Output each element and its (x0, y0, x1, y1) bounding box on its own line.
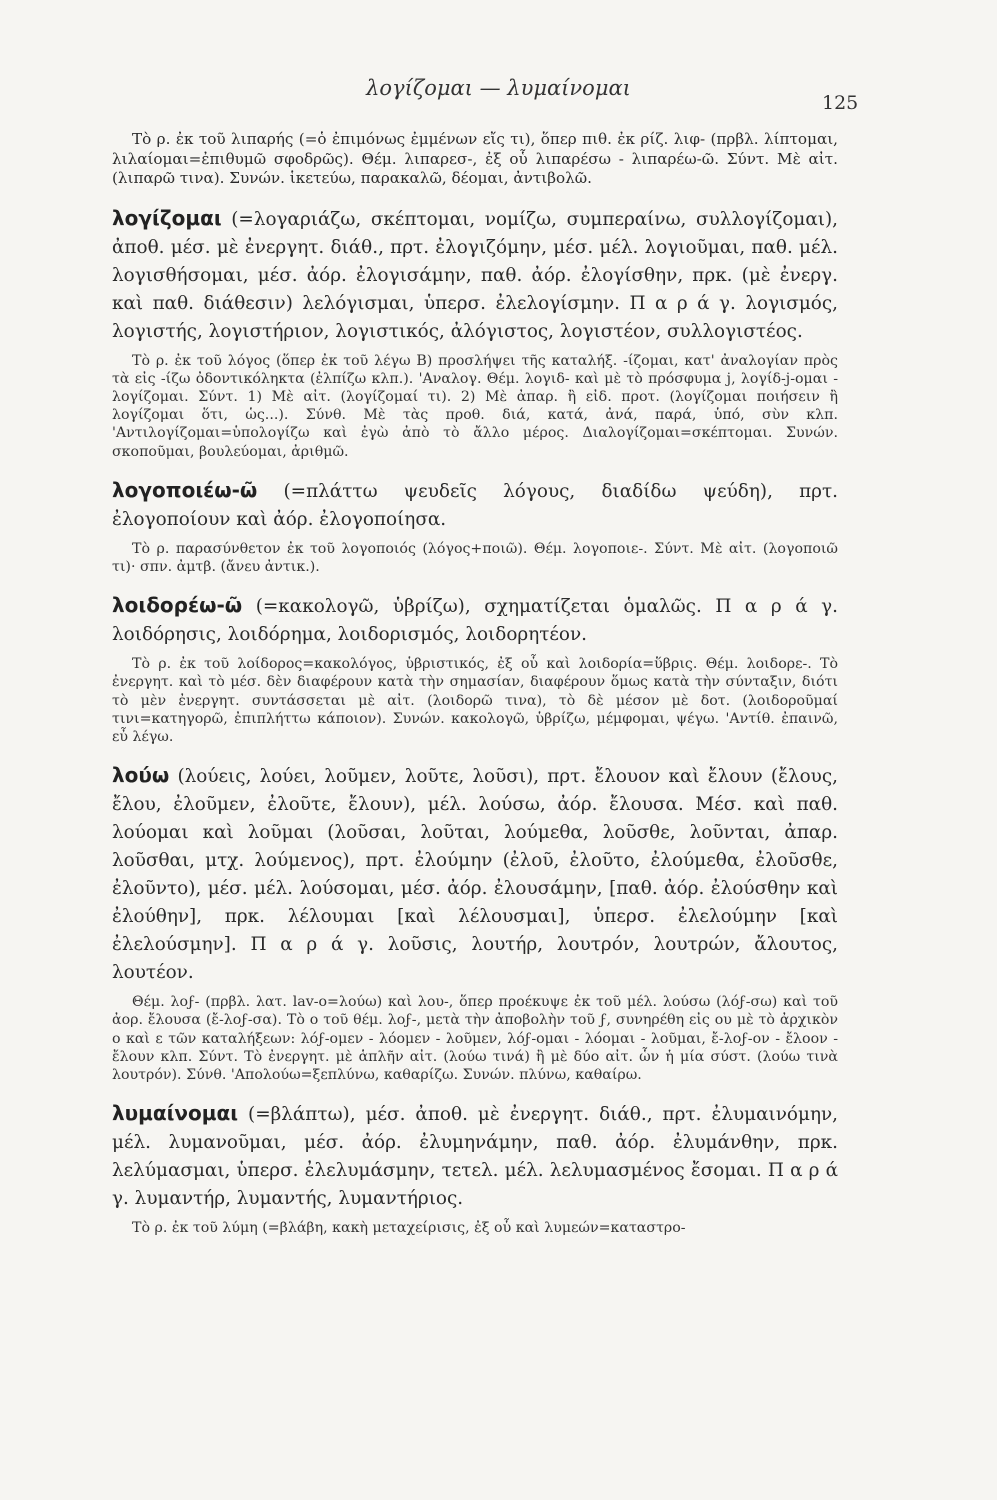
entry-headword: λογίζομαι (112, 205, 222, 230)
entry-note: Τὸ ρ. παρασύνθετον ἐκ τοῦ λογοποιός (λόγος+ποιῶ). Θέμ. λογοποιε-. Σύντ. Μὲ αἰτ. (λογοποιῶ τι)· σπν. ἀμτβ. (ἄνευ ἀντικ.). (112, 540, 838, 575)
entry-headword: λογοποιέω-ῶ (112, 477, 258, 502)
intro-note: Τὸ ρ. ἐκ τοῦ λιπαρής (=ὁ ἐπιμόνως ἐμμένων εἴς τι), ὅπερ πιθ. ἐκ ρίζ. λιφ- (πρβλ. λίπτομαι, λιλαίομαι=ἐπιθυμῶ σφοδρῶς). Θέμ. λιπαρεσ-, ἐξ οὗ λιπαρέσω - λιπαρέω-ῶ. Σύντ. Μὲ αἰτ. (λιπαρῶ τινα). Συνών. ἱκετεύω, παρακαλῶ, δέομαι, ἀντιβολῶ. (112, 130, 838, 187)
entry (112, 1099, 838, 1237)
entry-headword: λοιδορέω-ῶ (112, 593, 243, 618)
dictionary-body (112, 130, 838, 1237)
entry-note: Τὸ ρ. ἐκ τοῦ λόγος (ὅπερ ἐκ τοῦ λέγω Β) προσλήψει τῆς καταλήξ. -ίζομαι, κατ' ἀναλογίαν πρὸς τὰ εἰς -ίζω ὀδοντικόληκτα (ἐλπίζω κλπ.). 'Αναλογ. Θέμ. λογιδ- καὶ μὲ τὸ πρόσφυμα j, λογίδ-j-ομαι - λογίζομαι. Σύντ. 1) Μὲ αἰτ. (λογίζομαί τι). 2) Μὲ ἀπαρ. ἢ εἰδ. προτ. (λογίζομαι ποιήσειν ἢ λογίζομαι ὅτι, ὡς...). Σύνθ. Μὲ τὰς προθ. διά, κατά, ἀνά, παρά, ὑπό, σὺν κλπ. 'Αντιλογίζομαι=ὑπολογίζω καὶ ἐγὼ ἀπὸ τὸ ἄλλο μέρος. Διαλογίζομαι=σκέπτομαι. Συνών. σκοποῦμαι, βουλεύομαι, ἀριθμῶ. (112, 352, 838, 460)
entry (112, 204, 838, 461)
entry-definition (112, 1099, 838, 1213)
entry-headword: λούω (112, 763, 170, 788)
entry-body: (=πλάττω ψευδεῖς λόγους, διαδίδω ψεύδη), πρτ. ἐλογοποίουν καὶ ἀόρ. ἐλογοποίησα. (112, 480, 838, 530)
entry-body: (=βλάπτω), μέσ. ἀποθ. μὲ ἐνεργητ. διάθ., πρτ. ἐλυμαινόμην, μέλ. λυμανοῦμαι, μέσ. ἀόρ. ἐλυμηνάμην, παθ. ἀόρ. ἐλυμάνθην, πρκ. λελύμασμαι, ὑπερσ. ἐλελυμάσμην, τετελ. μέλ. λελυμασμένος ἔσομαι. Π α ρ ά γ. λυμαντήρ, λυμαντής, λυμαντήριος. (112, 1104, 838, 1210)
running-head: λογίζομαι — λυμαίνομαι (366, 76, 631, 100)
entry (112, 476, 838, 576)
entry-note: Θέμ. λοϝ- (πρβλ. λατ. lav-o=λούω) καὶ λου-, ὅπερ προέκυψε ἐκ τοῦ μέλ. λούσω (λόϝ-σω) καὶ τοῦ ἀορ. ἔλουσα (ἔ-λοϝ-σα). Τὸ ο τοῦ θέμ. λοϝ-, μετὰ τὴν ἀποβολὴν τοῦ ϝ, συνηρέθη εἰς ου μὲ τὸ ἀρχικὸν ο καὶ ε τῶν καταλήξεων: λόϝ-ομεν - λόομεν - λοῦμεν, λόϝ-ομαι - λόομαι - λοῦμαι, ἔ-λοϝ-ον - ἔλοον - ἔλουν κλπ. Σύντ. Τὸ ἐνεργητ. μὲ ἁπλῆν αἰτ. (λούω τινά) ἢ μὲ δύο αἰτ. ὧν ἡ μία σύστ. (λούω τινὰ λουτρόν). Σύνθ. 'Απολούω=ξεπλύνω, καθαρίζω. Συνών. πλύνω, καθαίρω. (112, 994, 838, 1083)
entry (112, 761, 838, 1084)
entry-headword: λυμαίνομαι (112, 1101, 239, 1126)
entry-definition (112, 761, 838, 987)
entry-note: Τὸ ρ. ἐκ τοῦ λύμη (=βλάβη, κακὴ μεταχείρισις, ἐξ οὗ καὶ λυμεών=καταστρο- (132, 1220, 686, 1237)
entry-body: (λούεις, λούει, λοῦμεν, λοῦτε, λοῦσι), πρτ. ἔλουον καὶ ἔλουν (ἔλους, ἔλου, ἐλοῦμεν, ἐλοῦτε, ἔλουν), μέλ. λούσω, ἀόρ. ἔλουσα. Μέσ. καὶ παθ. λούομαι καὶ λοῦμαι (λοῦσαι, λοῦται, λούμεθα, λοῦσθε, λοῦνται, ἀπαρ. λοῦσθαι, μτχ. λούμενος), πρτ. ἐλούμην (ἐλοῦ, ἐλοῦτο, ἐλούμεθα, ἐλοῦσθε, ἐλοῦντο), μέσ. μέλ. λούσομαι, μέσ. ἀόρ. ἐλουσάμην, [παθ. ἀόρ. ἐλούσθην καὶ ἐλούθην], πρκ. λέλουμαι [καὶ λέλουσμαι], ὑπερσ. ἐλελούμην [καὶ ἐλελούσμην]. Π α ρ ά γ. λοῦσις, λουτήρ, λουτρόν, λουτρών, ἄλουτος, λουτέον. (112, 766, 838, 984)
entry-definition (112, 204, 838, 346)
entry (112, 591, 838, 746)
entry-body: (=λογαριάζω, σκέπτομαι, νομίζω, συμπεραίνω, συλλογίζομαι), ἀποθ. μέσ. μὲ ἐνεργητ. διάθ., πρτ. ἐλογιζόμην, μέσ. μέλ. λογιοῦμαι, παθ. μέλ. λογισθήσομαι, μέσ. ἀόρ. ἐλογισάμην, παθ. ἀόρ. ἐλογίσθην, πρκ. (μὲ ἐνεργ. καὶ παθ. διάθεσιν) λελόγισμαι, ὑπερσ. ἐλελογίσμην. Π α ρ ά γ. λογισμός, λογιστής, λογιστήριον, λογιστικός, ἀλόγιστος, λογιστέον, συλλογιστέος. (112, 208, 838, 342)
entry-definition (112, 591, 838, 649)
entry-definition (112, 476, 838, 534)
page-number: 125 (822, 92, 859, 114)
entry-body: (=κακολογῶ, ὑβρίζω), σχηματίζεται ὁμαλῶς. Π α ρ ά γ. λοιδόρησις, λοιδόρημα, λοιδορισμός, λοιδορητέον. (112, 596, 838, 646)
entry-note: Τὸ ρ. ἐκ τοῦ λοίδορος=κακολόγος, ὑβριστικός, ἐξ οὗ καὶ λοιδορία=ὕβρις. Θέμ. λοιδορε-. Τὸ ἐνεργητ. καὶ τὸ μέσ. δὲν διαφέρουν κατὰ τὴν σημασίαν, διαφέρουν ὅμως κατὰ τὴν σύνταξιν, διότι τὸ μὲν ἐνεργητ. συντάσσεται μὲ αἰτ. (λοιδορῶ τινα), τὸ δὲ μέσον μὲ δοτ. (λοιδοροῦμαί τινι=κατηγορῶ, ἐπιπλήττω κάποιον). Συνών. κακολογῶ, ὑβρίζω, μέμφομαι, ψέγω. 'Αντίθ. ἐπαινῶ, εὖ λέγω. (112, 656, 838, 745)
